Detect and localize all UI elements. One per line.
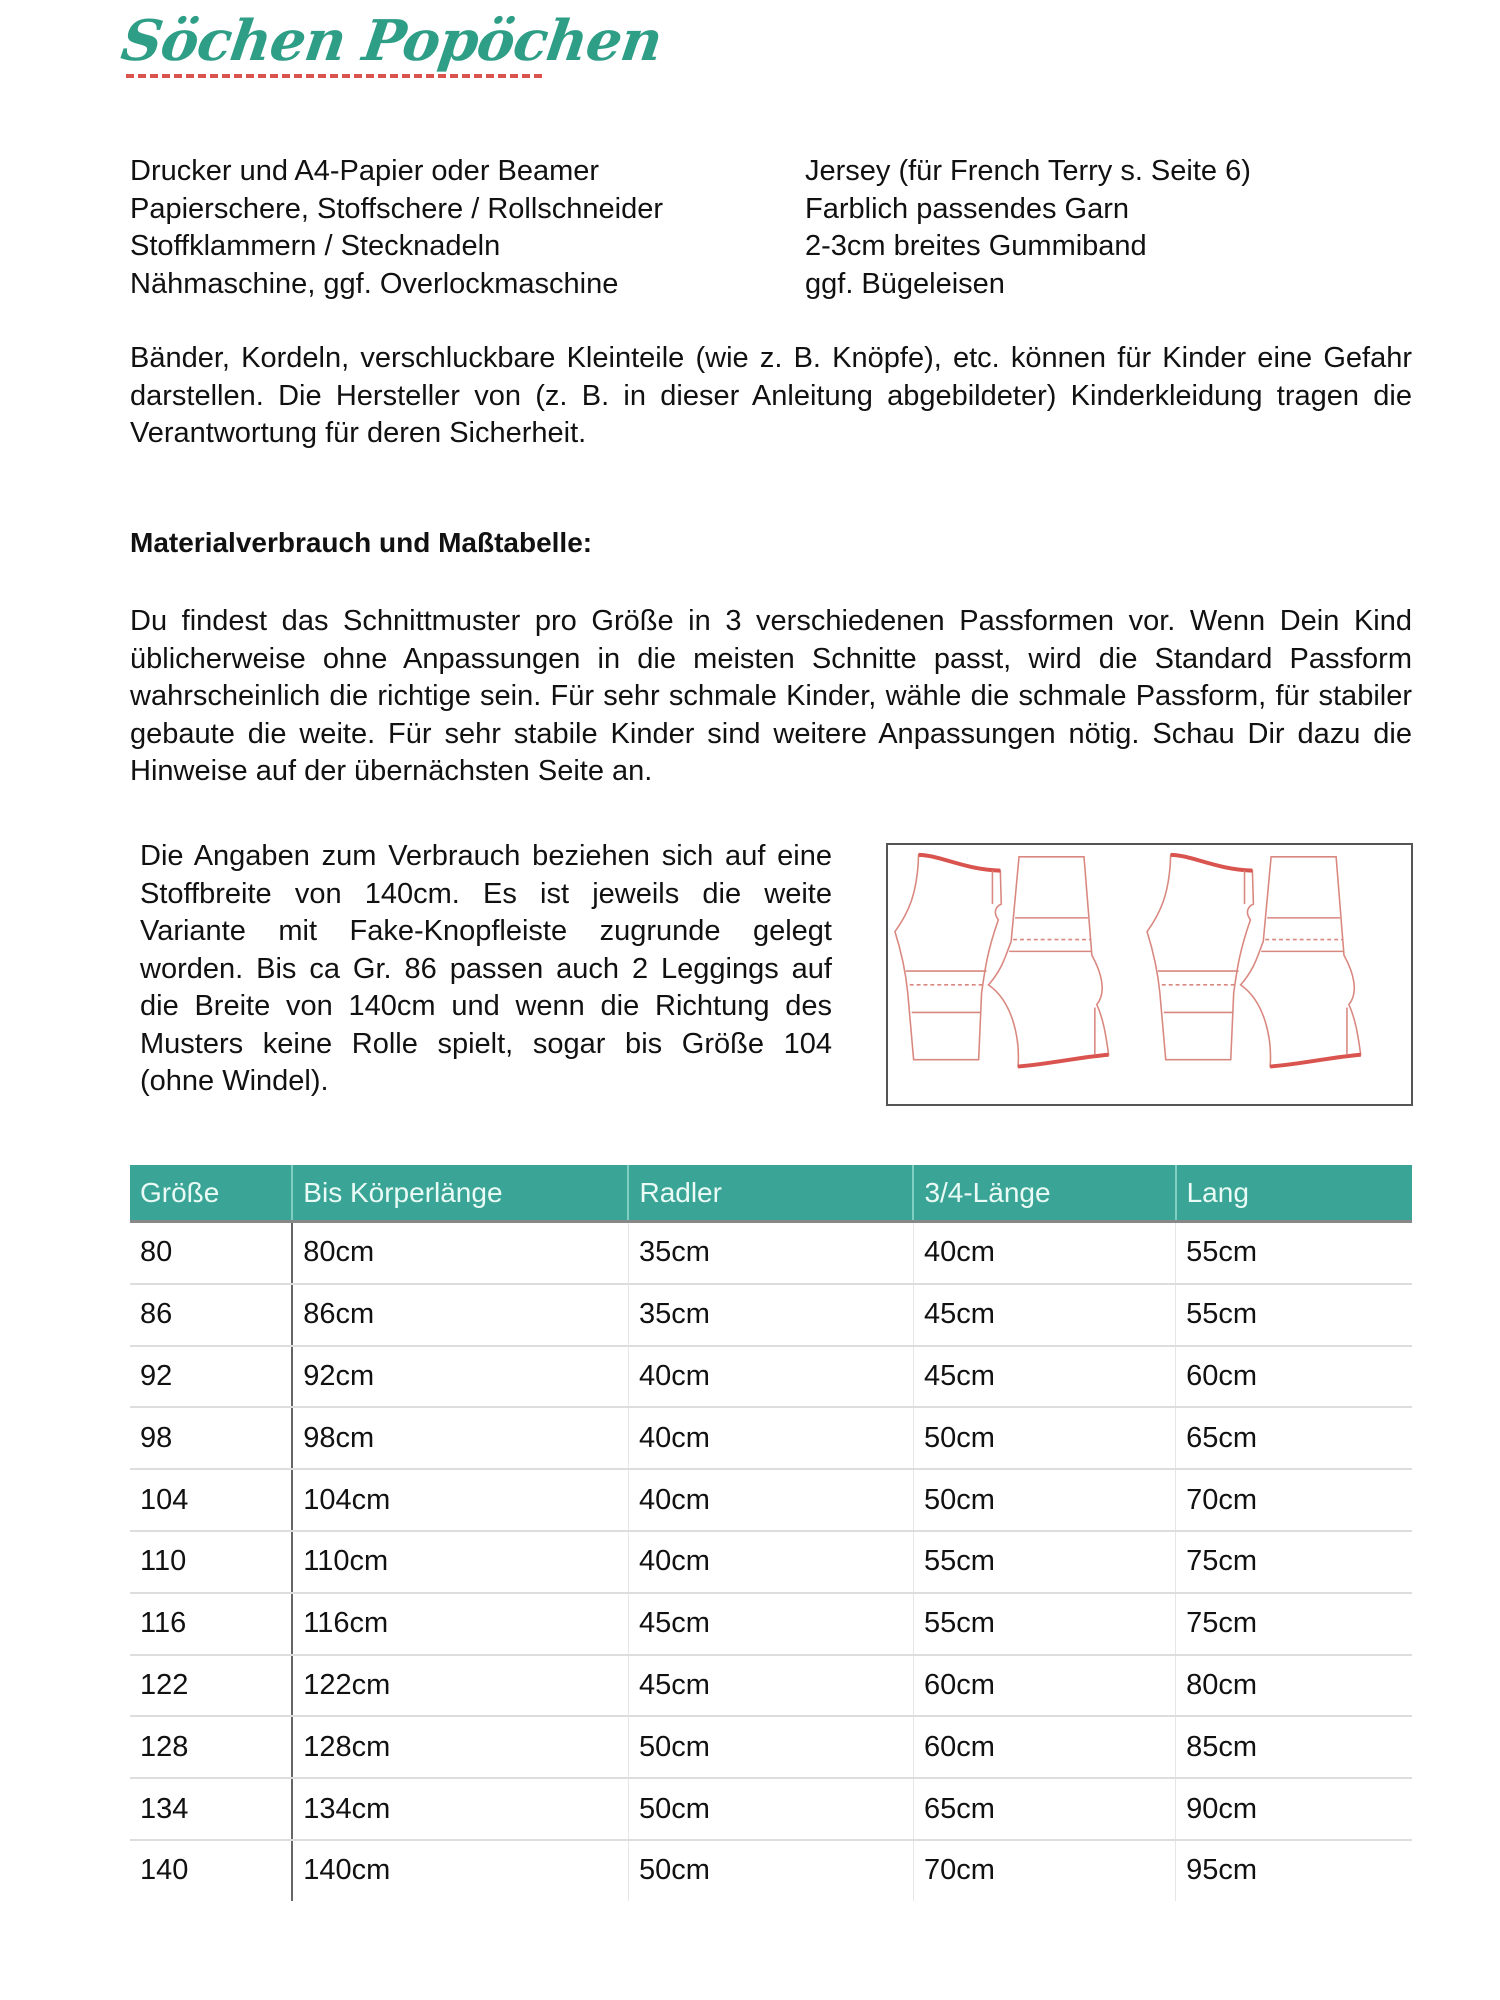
cell-radler: 40cm	[628, 1346, 913, 1408]
cell-body-length: 98cm	[292, 1407, 628, 1469]
table-row	[130, 1840, 1412, 1901]
table-row	[130, 1222, 1412, 1284]
safety-warning: Bänder, Kordeln, verschluckbare Kleinteile (wie z. B. Knöpfe), etc. können für Kinder eine Gefahr darstellen. Die Hersteller von (z. B. in dieser Anleitung abgebildeter) Kinderkleidung tragen die Verantwortung für deren Sicherheit.	[130, 342, 1412, 449]
cell-size: 110	[130, 1531, 292, 1593]
table-body	[130, 1222, 1412, 1901]
cell-body-length: 128cm	[292, 1716, 628, 1778]
tools-list-item: Stoffklammern / Stecknadeln	[130, 230, 501, 262]
cell-radler: 50cm	[628, 1840, 913, 1901]
pattern-layout-svg	[888, 845, 1411, 1104]
column-header-body-length: Bis Körperlänge	[292, 1165, 628, 1222]
cell-radler: 50cm	[628, 1778, 913, 1840]
cell-three-quarter: 55cm	[913, 1593, 1175, 1655]
cell-size: 104	[130, 1469, 292, 1531]
cell-body-length: 140cm	[292, 1840, 628, 1901]
cell-size: 122	[130, 1655, 292, 1717]
cell-size: 116	[130, 1593, 292, 1655]
fabric-usage-paragraph: Die Angaben zum Verbrauch beziehen sich auf eine Stoffbreite von 140cm. Es ist jeweils die weite Variante mit Fake-Knopfleiste zugrunde gelegt worden. Bis ca Gr. 86 passen auch 2 Leggings auf die Breite von 140cm und wenn die Richtung des Musters keine Rolle spielt, sogar bis Größe 104 (ohne Windel).	[140, 840, 832, 1097]
cell-body-length: 122cm	[292, 1655, 628, 1717]
cell-radler: 40cm	[628, 1469, 913, 1531]
cell-radler: 35cm	[628, 1284, 913, 1346]
cell-three-quarter: 50cm	[913, 1407, 1175, 1469]
cell-three-quarter: 45cm	[913, 1346, 1175, 1408]
pattern-piece-back-1	[988, 857, 1108, 1067]
column-header-three-quarter: 3/4-Länge	[913, 1165, 1175, 1222]
cell-long: 60cm	[1176, 1346, 1412, 1408]
cell-radler: 35cm	[628, 1222, 913, 1284]
materials-list-item: 2-3cm breites Gummiband	[805, 230, 1147, 262]
table-row	[130, 1407, 1412, 1469]
column-header-size: Größe	[130, 1165, 292, 1222]
tools-list	[130, 153, 663, 303]
cell-size: 80	[130, 1222, 292, 1284]
size-table	[130, 1165, 1412, 1901]
cell-body-length: 92cm	[292, 1346, 628, 1408]
cell-three-quarter: 50cm	[913, 1469, 1175, 1531]
table-row	[130, 1346, 1412, 1408]
cell-long: 65cm	[1176, 1407, 1412, 1469]
cell-long: 85cm	[1176, 1716, 1412, 1778]
cell-three-quarter: 60cm	[913, 1655, 1175, 1717]
cell-size: 140	[130, 1840, 292, 1901]
cell-size: 92	[130, 1346, 292, 1408]
cell-body-length: 110cm	[292, 1531, 628, 1593]
cell-long: 55cm	[1176, 1222, 1412, 1284]
tools-list-item: Nähmaschine, ggf. Overlockmaschine	[130, 267, 619, 300]
cell-long: 55cm	[1176, 1284, 1412, 1346]
cell-three-quarter: 45cm	[913, 1284, 1175, 1346]
cell-three-quarter: 65cm	[913, 1778, 1175, 1840]
cell-radler: 45cm	[628, 1655, 913, 1717]
table-header-row	[130, 1165, 1412, 1222]
cell-three-quarter: 60cm	[913, 1716, 1175, 1778]
cell-long: 95cm	[1186, 1854, 1258, 1887]
cell-three-quarter: 40cm	[913, 1222, 1175, 1284]
pattern-piece-front-1	[895, 855, 1001, 1060]
cell-long: 75cm	[1176, 1531, 1412, 1593]
table-row	[130, 1531, 1412, 1593]
cell-radler: 40cm	[628, 1531, 913, 1593]
pattern-layout-image	[886, 843, 1413, 1106]
table-row	[130, 1716, 1412, 1778]
tools-list-item: Papierschere, Stoffschere / Rollschneider	[130, 192, 664, 225]
table-row	[130, 1778, 1412, 1840]
pattern-piece-front-2	[1147, 855, 1253, 1060]
section-heading: Materialverbrauch und Maßtabelle:	[130, 527, 593, 558]
cell-body-length: 86cm	[292, 1284, 628, 1346]
cell-long: 80cm	[1176, 1655, 1412, 1717]
pattern-piece-back-2	[1241, 857, 1361, 1067]
cell-radler: 50cm	[628, 1716, 913, 1778]
pattern-title: Söchen Popöchen	[117, 8, 666, 74]
table-row	[130, 1469, 1412, 1531]
cell-body-length: 104cm	[292, 1469, 628, 1531]
cell-size: 134	[130, 1778, 292, 1840]
column-header-long: Lang	[1176, 1165, 1412, 1222]
cell-three-quarter: 70cm	[913, 1840, 1175, 1901]
cell-size: 86	[130, 1284, 292, 1346]
cell-size: 128	[130, 1716, 292, 1778]
cell-long: 70cm	[1176, 1469, 1412, 1531]
cell-body-length: 116cm	[292, 1593, 628, 1655]
table-row	[130, 1284, 1412, 1346]
cell-body-length: 134cm	[292, 1778, 628, 1840]
cell-long: 90cm	[1176, 1778, 1412, 1840]
tools-list-item: Drucker und A4-Papier oder Beamer	[130, 155, 600, 187]
title-dotted-underline	[126, 74, 542, 78]
column-header-radler: Radler	[628, 1165, 913, 1222]
materials-list-item: Jersey (für French Terry s. Seite 6)	[805, 155, 1251, 187]
materials-list-item: ggf. Bügeleisen	[805, 267, 1005, 300]
materials-list-item: Farblich passendes Garn	[805, 192, 1129, 225]
cell-radler: 40cm	[628, 1407, 913, 1469]
cell-three-quarter: 55cm	[913, 1531, 1175, 1593]
cell-radler: 45cm	[628, 1593, 913, 1655]
cell-size: 98	[130, 1407, 292, 1469]
fit-intro-paragraph: Du findest das Schnittmuster pro Größe in 3 verschiedenen Passformen vor. Wenn Dein Kind üblicherweise ohne Anpassungen in die meisten Schnitte passt, wird die Standard Passform wahrscheinlich die richtige sein. Für sehr schmale Kinder, wähle die schmale Passform, für stabiler gebaute die weite. Für sehr stabile Kinder sind weitere Anpassungen nötig. Schau Dir dazu die Hinweise auf der übernächsten Seite an.	[130, 605, 1412, 787]
cell-body-length: 80cm	[292, 1222, 628, 1284]
table-row	[130, 1655, 1412, 1717]
materials-list	[805, 153, 1251, 303]
table-row	[130, 1593, 1412, 1655]
cell-long: 75cm	[1176, 1593, 1412, 1655]
